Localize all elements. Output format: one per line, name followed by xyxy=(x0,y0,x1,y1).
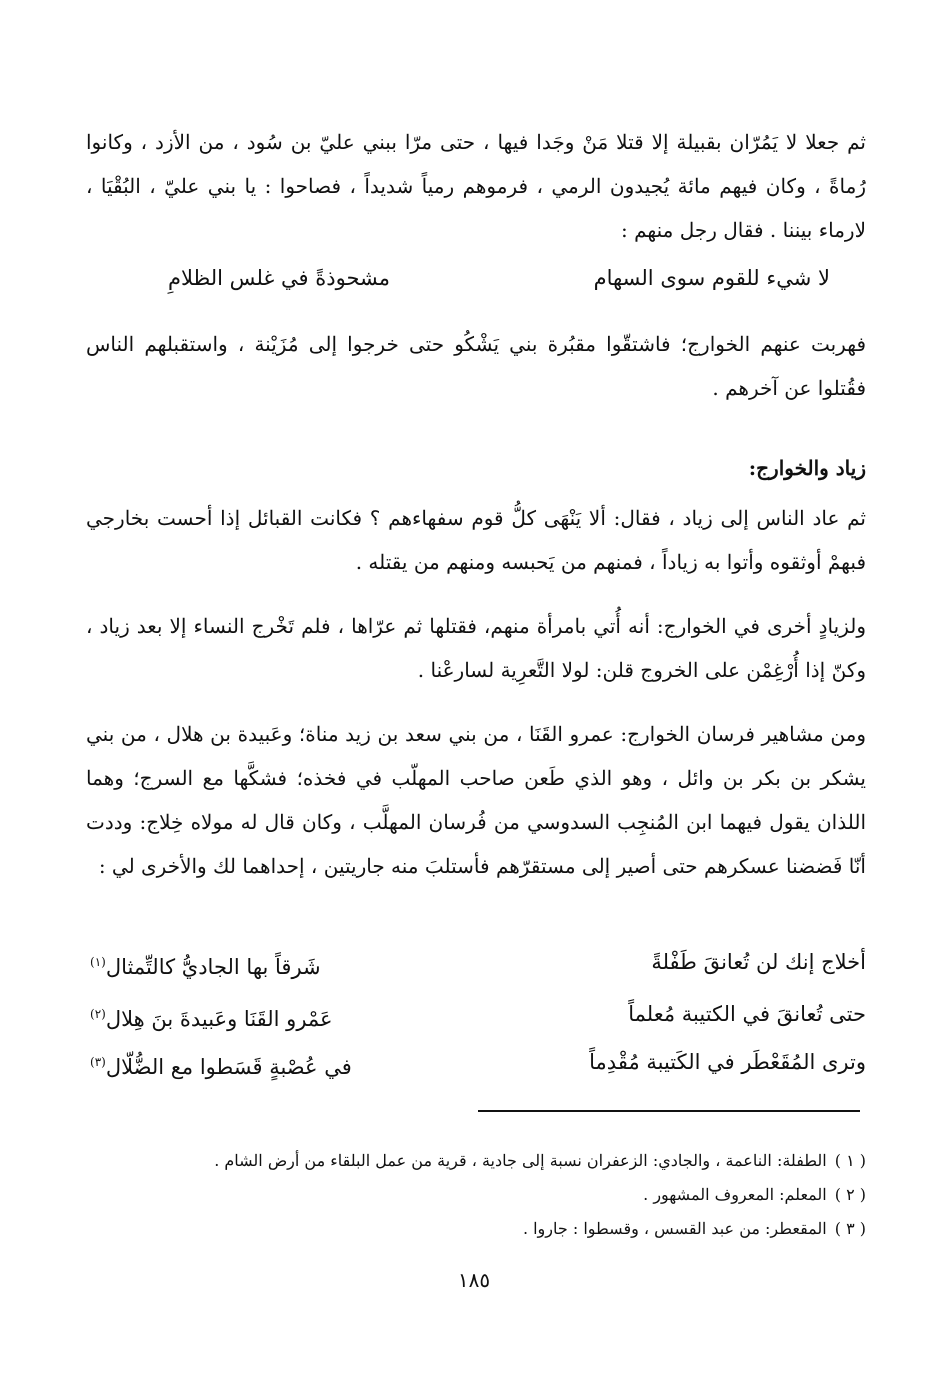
verse-line xyxy=(86,940,866,984)
paragraph-5: ومن مشاهير فرسان الخوارج: عمرو القَنَا ، من بني سعد بن زيد مناة؛ وعَبيدة بن هلال ، من بني يشكر بن بكر بن وائل ، وهو الذي طَعن صاحب المهلّب في فخذه؛ فشكَّها مع السرج؛ وهما اللذان يقول فيهما ابن المُنجِب السدوسي من فُرسان المهلَّب ، وكان قال له مولاه خِلاج: وددت أنّا فَضضنا عسكرهم حتى أصير إلى مستقرّهم فأستلبَ منه جاريتين ، إحداهما لك والأخرى لي : xyxy=(86,722,866,878)
footnote-ref: (١) xyxy=(90,955,106,969)
verse-hemistich-first: حتى تُعانقَ في الكتيبة مُعلماً xyxy=(628,1002,866,1026)
verse-hemistich-second xyxy=(90,1040,352,1089)
footnote xyxy=(86,1180,866,1210)
footnote-text: المقعطر: من عبد القسس ، وقسطوا : جاروا . xyxy=(522,1219,827,1238)
paragraph-1: ثم جعلا لا يَمُرّان بقبيلة إلا قتلا مَنْ وجَدا فيها ، حتى مرّا ببني عليّ بن سُود ، من الأزد ، وكانوا رُماةً ، وكان فيهم مائة يُجيدون الرمي ، فرموهم رمياً شديداً ، فصاحوا : يا بني عليّ ، البُقْيَا ، لارماء بيننا . فقال رجل منهم : xyxy=(86,130,866,242)
footnote xyxy=(86,1214,866,1244)
page-number: ١٨٥ xyxy=(457,1268,491,1292)
footnote-separator xyxy=(478,1110,860,1112)
footnote xyxy=(86,1146,866,1176)
verse-line xyxy=(86,992,866,1036)
footnote-text: الطفلة: الناعمة ، والجادي: الزعفران نسبة إلى جادية ، قرية من عمل البلقاء من أرض الشام . xyxy=(214,1151,827,1170)
paragraph-3: ثم عاد الناس إلى زياد ، فقال: ألا يَنْهَى كلُّ قوم سفهاءهم ؟ فكانت القبائل إذا أحست بخارجي فبهمْ أوثقوه وأتوا به زياداً ، فمنهم من يَحبسه ومنهم من يقتله . xyxy=(86,506,866,574)
paragraph-4: ولزيادٍ أخرى في الخوارج: أنه أُتي بامرأة منهم، فقتلها ثم عرّاها ، فلم تَخْرج النساء إلا بعد زياد ، وكنّ إذا أُرْغِمْن على الخروج قلن: لولا التَّعرِية لسارعْنا . xyxy=(86,614,866,682)
section-heading: زياد والخوارج: xyxy=(748,456,866,480)
footnote-text: المعلم: المعروف المشهور . xyxy=(643,1185,827,1204)
footnote-ref: (٣) xyxy=(90,1055,106,1069)
verse-hemistich-second xyxy=(90,992,333,1041)
footnote-number: ( ١ ) xyxy=(834,1151,866,1170)
verse-hemistich-first: وترى المُقَعْطَر في الكَتيبة مُقْدِماً xyxy=(589,1050,866,1074)
paragraph-2: فهربت عنهم الخوارج؛ فاشتقّوا مقبُرة بني يَشْكُو حتى خرجوا إلى مُزَيْنة ، واستقبلهم الناس فقُتلوا عن آخرهم . xyxy=(86,332,866,400)
footnote-number: ( ٣ ) xyxy=(834,1219,866,1238)
verse-text: عَمْرو القَنَا وعَبيدةَ بنَ هِلال xyxy=(105,1007,333,1031)
footnote-number: ( ٢ ) xyxy=(834,1185,866,1204)
verse-hemistich-first: أخلاج إنك لن تُعانقَ طَفْلةً xyxy=(651,950,866,974)
verse-hemistich-first: لا شيء للقوم سوى السهام xyxy=(593,266,830,290)
verse-line xyxy=(86,256,866,300)
verse-text: شَرقاً بها الجاديُّ كالتِّمثال xyxy=(105,955,321,979)
verse-hemistich-second: مشحوذةً في غلس الظلامِ xyxy=(168,266,391,290)
verse-hemistich-second xyxy=(90,940,321,989)
footnote-ref: (٢) xyxy=(90,1007,106,1021)
verse-text: في عُصْبةٍ قَسَطوا مع الضُّلّال xyxy=(105,1055,352,1079)
verse-line xyxy=(86,1040,866,1084)
